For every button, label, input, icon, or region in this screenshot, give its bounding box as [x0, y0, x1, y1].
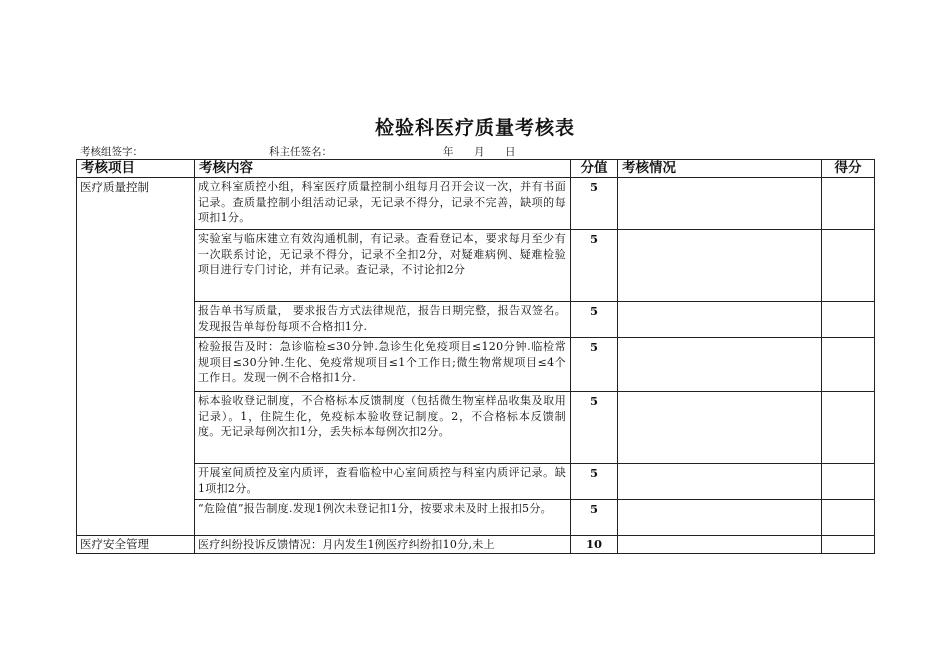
points-cell[interactable]: [822, 464, 875, 500]
date-day-label: 日: [505, 146, 516, 158]
content-cell: “危险值”报告制度.发现1例次未登记扣1分，按要求未及时上报扣5分。: [195, 500, 571, 536]
content-cell: 医疗纠纷投诉反馈情况：月内发生1例医疗纠纷扣10分,未上: [195, 536, 571, 554]
assessment-cell[interactable]: [618, 230, 822, 302]
score-cell: 5: [571, 500, 618, 536]
assessment-cell[interactable]: [618, 536, 822, 554]
header-content: 考核内容: [195, 160, 571, 178]
content-cell: 报告单书写质量， 要求报告方式法律规范，报告日期完整，报告双签名。发现报告单每份每项不合格扣1分.: [195, 302, 571, 338]
date-month-label: 月: [474, 146, 485, 158]
assessment-cell[interactable]: [618, 392, 822, 464]
score-cell: 5: [571, 464, 618, 500]
score-cell: 5: [571, 230, 618, 302]
page-title: 检验科医疗质量考核表: [374, 117, 575, 139]
points-cell[interactable]: [822, 230, 875, 302]
content-cell: 实验室与临床建立有效沟通机制，有记录。查看登记本，要求每月至少有一次联系讨论，无记录不得分，记录不全扣2分，对疑难病例、疑难检验项目进行专门讨论，并有记录。查记录，不讨论扣2分: [195, 230, 571, 302]
content-cell: 成立科室质控小组，科室医疗质量控制小组每月召开会议一次，并有书面记录。查质量控制小组活动记录，无记录不得分，记录不完善，缺项的每项扣1分。: [195, 178, 571, 230]
date-year-label: 年: [443, 146, 454, 158]
score-cell: 10: [571, 536, 618, 554]
assessment-cell[interactable]: [618, 500, 822, 536]
assessment-table: [76, 159, 875, 554]
table-row: [77, 302, 875, 338]
content-cell: 检验报告及时：急诊临检≤30分钟.急诊生化免疫项目≤120分钟.临检常规项目≤30分钟.生化、免疫常规项目≤1个工作日;微生物常规项目≤4个工作日。发现一例不合格扣1分.: [195, 338, 571, 392]
assessment-cell[interactable]: [618, 338, 822, 392]
content-cell: 开展室间质控及室内质评，查看临检中心室间质控与科室内质评记录。缺1项扣2分。: [195, 464, 571, 500]
header-assessment-status: 考核情况: [618, 160, 822, 178]
score-cell: 5: [571, 302, 618, 338]
assessment-cell[interactable]: [618, 464, 822, 500]
points-cell[interactable]: [822, 500, 875, 536]
content-cell: 标本验收登记制度，不合格标本反馈制度（包括微生物室样品收集及取用记录）。1，住院生化，免疫标本验收登记制度。2，不合格标本反馈制度。无记录每例次扣1分，丢失标本每例次扣2分。: [195, 392, 571, 464]
table-row: [77, 230, 875, 302]
header-item: 考核项目: [77, 160, 195, 178]
table-row: [77, 392, 875, 464]
points-cell[interactable]: [822, 338, 875, 392]
points-cell[interactable]: [822, 178, 875, 230]
header-points: 得分: [822, 160, 875, 178]
assessment-cell[interactable]: [618, 302, 822, 338]
points-cell[interactable]: [822, 302, 875, 338]
review-group-signature-label: 考核组签字：: [80, 146, 143, 158]
header-score-value: 分值: [571, 160, 618, 178]
table-row: [77, 338, 875, 392]
item-quality-control: 医疗质量控制: [77, 178, 195, 536]
table-row: [77, 464, 875, 500]
points-cell[interactable]: [822, 536, 875, 554]
table-row: [77, 500, 875, 536]
table-header-row: [77, 160, 875, 178]
score-cell: 5: [571, 338, 618, 392]
score-cell: 5: [571, 392, 618, 464]
director-signature-label: 科主任签名：: [269, 146, 332, 158]
table-row: [77, 536, 875, 554]
points-cell[interactable]: [822, 392, 875, 464]
table-row: [77, 178, 875, 230]
score-cell: 5: [571, 178, 618, 230]
item-safety-management: 医疗安全管理: [77, 536, 195, 554]
assessment-cell[interactable]: [618, 178, 822, 230]
